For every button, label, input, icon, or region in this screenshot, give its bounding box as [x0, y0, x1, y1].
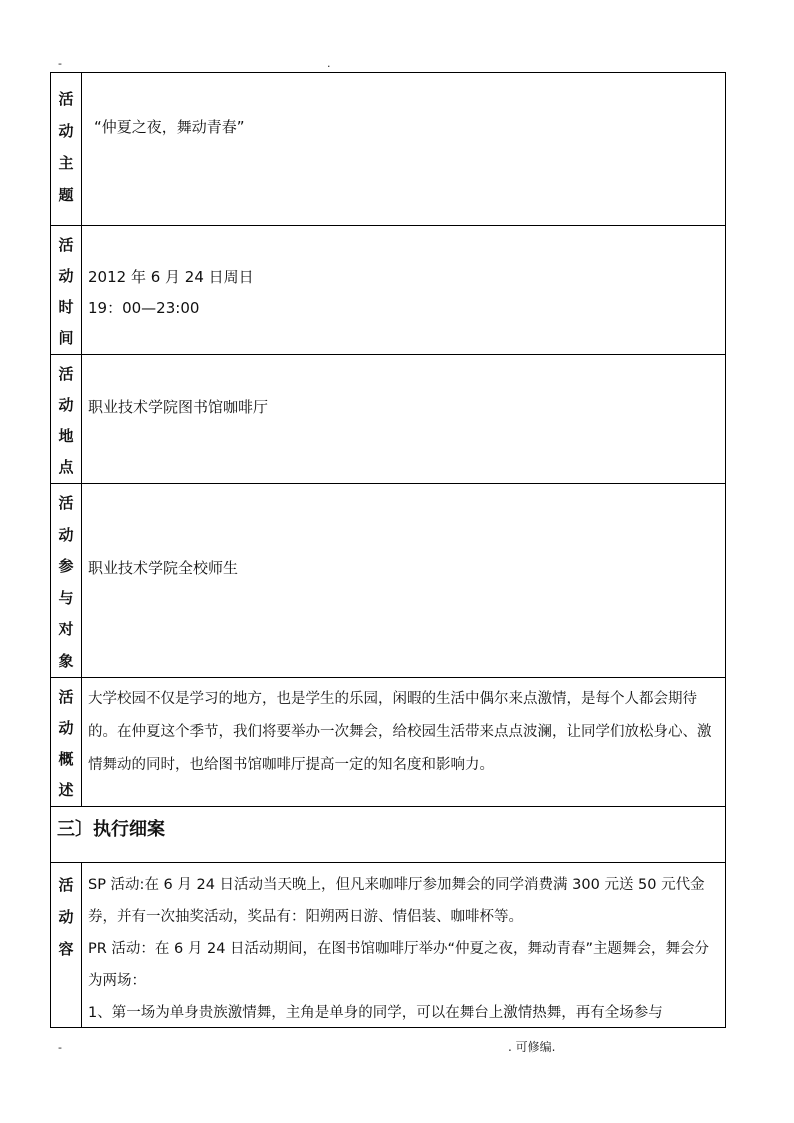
time-label: 活 动 时 间	[51, 226, 82, 355]
sp-activity-paragraph: SP 活动:在 6 月 24 日活动当天晚上，但凡来咖啡厅参加舞会的同学消费满 300 元送 50 元代金券，并有一次抽奖活动，奖品有：阳朔两日游、情侣装、咖啡杯等。	[88, 877, 705, 925]
footer-editable-note: . 可修编.	[508, 1040, 556, 1054]
attendees-value: 职业技术学院全校师生	[82, 484, 726, 678]
theme-row	[51, 73, 726, 226]
overview-paragraph: 大学校园不仅是学习的地方，也是学生的乐园，闲暇的生活中偶尔来点激情，是每个人都会期待的。在仲夏这个季节，我们将要举办一次舞会，给校园生活带来点点波澜，让同学们放松身心、激情舞动的同时，也给图书馆咖啡厅提高一定的知名度和影响力。	[88, 691, 712, 773]
theme-value: “仲夏之夜，舞动青春”	[82, 73, 726, 226]
content-value	[82, 863, 726, 1028]
place-row	[51, 355, 726, 484]
activity-plan-table	[50, 72, 726, 1028]
section-title: 三〕执行细案	[57, 819, 165, 840]
section-heading	[51, 807, 726, 863]
overview-label: 活 动 概 述	[51, 678, 82, 807]
header-center-mark: .	[327, 57, 331, 70]
attendees-row	[51, 484, 726, 678]
first-dance-paragraph: 1、第一场为单身贵族激情舞，主角是单身的同学，可以在舞台上激情热舞，再有全场参与	[88, 1005, 663, 1021]
content-row	[51, 863, 726, 1028]
overview-value	[82, 678, 726, 807]
pr-activity-paragraph: PR 活动：在 6 月 24 日活动期间，在图书馆咖啡厅举办“仲夏之夜，舞动青春”主题舞会，舞会分为两场：	[88, 941, 710, 989]
content-label: 活 动 容	[51, 863, 82, 1028]
header-left-mark: -	[58, 57, 62, 70]
time-value	[82, 226, 726, 355]
section-row	[51, 807, 726, 863]
theme-label: 活 动 主 题	[51, 73, 82, 226]
activity-hours: 19：00—23:00	[88, 299, 200, 317]
place-value: 职业技术学院图书馆咖啡厅	[82, 355, 726, 484]
place-label: 活 动 地 点	[51, 355, 82, 484]
activity-date: 2012 年 6 月 24 日周日	[88, 268, 254, 286]
overview-row	[51, 678, 726, 807]
footer-left-mark: -	[58, 1041, 62, 1054]
attendees-label: 活 动 参 与 对 象	[51, 484, 82, 678]
time-row	[51, 226, 726, 355]
